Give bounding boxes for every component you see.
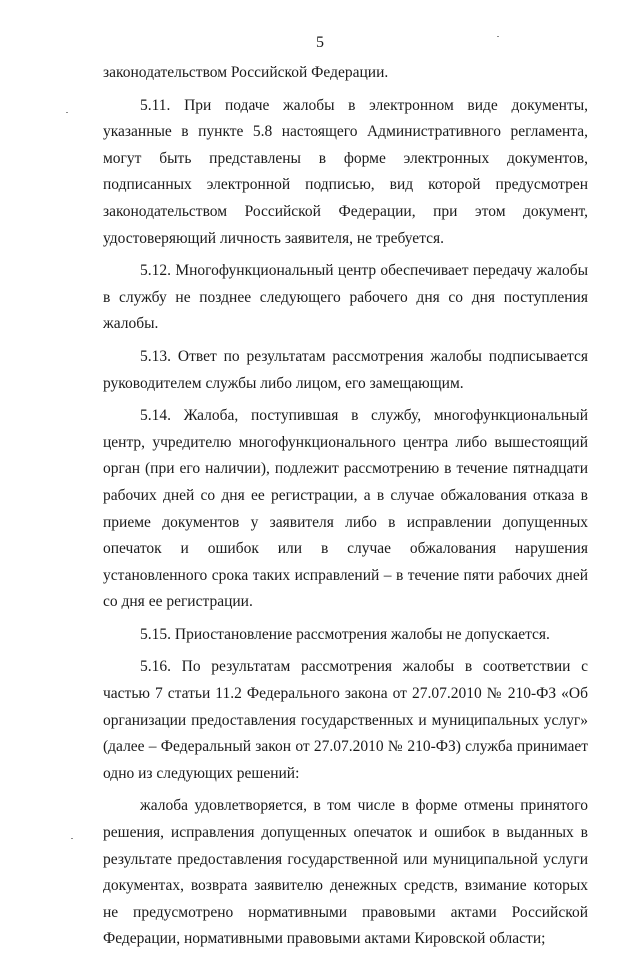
paragraph-5-12: 5.12. Многофункциональный центр обеспечивает передачу жалобы в службу не позднее следующего рабочего дня со дня поступления жалобы. xyxy=(103,262,588,333)
page-number: 5 xyxy=(316,34,324,51)
scan-speck xyxy=(497,36,499,37)
scan-speck xyxy=(66,112,68,113)
paragraph-5-16: 5.16. По результатам рассмотрения жалобы в соответствии с частью 7 статьи 11.2 Федерального закона от 27.07.2010 № 210-ФЗ «Об организации предоставления государственных и муниципальных услуг» (далее – Федеральный закон от 27.07.2010 № 210-ФЗ) служба принимает одно из следующих решений: xyxy=(103,658,588,782)
paragraph-5-14: 5.14. Жалоба, поступившая в службу, многофункциональный центр, учредителю многофункционального центра либо вышестоящий орган (при его наличии), подлежит рассмотрению в течение пятнадцати рабочих дней со дня ее регистрации, а в случае обжалования отказа в приеме документов у заявителя либо в исправлении допущенных опечаток и ошибок или в случае обжалования нарушения установленного срока таких исправлений – в течение пяти рабочих дней со дня ее регистрации. xyxy=(103,407,588,611)
body-text xyxy=(103,60,588,953)
paragraph-continuation: законодательством Российской Федерации. xyxy=(103,64,389,81)
paragraph-5-13: 5.13. Ответ по результатам рассмотрения жалобы подписывается руководителем службы либо лицом, его замещающим. xyxy=(103,347,588,392)
scan-speck xyxy=(71,838,73,839)
paragraph-5-15: 5.15. Приостановление рассмотрения жалобы не допускается. xyxy=(140,625,550,643)
paragraph-complaint-satisfied: жалоба удовлетворяется, в том числе в форме отмены принятого решения, исправления допущенных опечаток и ошибок в выданных в результате предоставления государственной или муниципальной услуги документах, возврата заявителю денежных средств, взимание которых не предусмотрено нормативными правовыми актами Российской Федерации, нормативными правовыми актами Кировской области; xyxy=(103,797,588,948)
paragraph-5-11: 5.11. При подаче жалобы в электронном виде документы, указанные в пункте 5.8 настоящего Административного регламента, могут быть представлены в форме электронных документов, подписанных электронной подписью, вид которой предусмотрен законодательством Российской Федерации, при этом документ, удостоверяющий личность заявителя, не требуется. xyxy=(103,96,588,247)
